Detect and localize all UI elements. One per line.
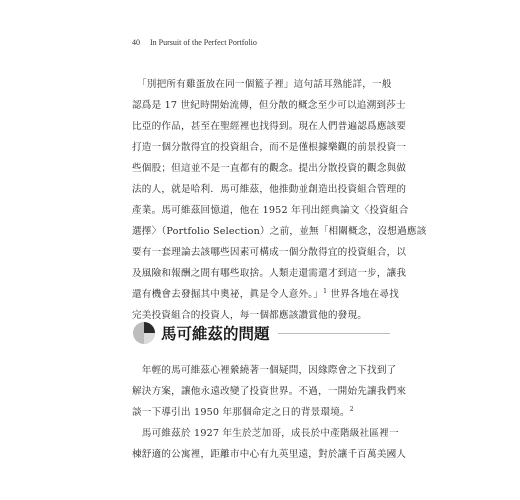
text-line: 要有一套理論去該哪些因素可構成一個分散得宜的投資組合，以 (132, 247, 407, 258)
running-title: In Pursuit of the Perfect Portfolio (150, 38, 257, 47)
running-header (132, 38, 257, 47)
text-line: 比亞的作品，甚至在聖經裡也找得到。現在人們普遍認爲應該要 (132, 121, 407, 132)
text-line: 法的人，就是哈利．馬可維茲，他推動並創造出投資組合管理的 (132, 184, 407, 195)
text-line: 解決方案，讓他永遠改變了投資世界。不過，一開始先讓我們來 (132, 386, 407, 397)
text-line: 年輕的馬可維茲心裡縈繞著一個疑問，因緣際會之下找到了 (132, 365, 397, 376)
text-line: 及風險和報酬之間有哪些取捨。人類走還需還才到這一步，讓我 (132, 268, 407, 279)
text-line: 棟舒適的公寓裡，距離市中心有九英里遠，對於讓千百萬美國人 (132, 449, 407, 460)
text-span: 世界各地在尋找 (327, 289, 399, 300)
footnote-marker: 1 (323, 288, 328, 295)
pie-chart-icon (132, 321, 156, 345)
text-line: 些個股；但這並不是一直都有的觀念。提出分散投資的觀念與做 (132, 163, 407, 174)
text-line: 「別把所有雞蛋放在同一個籃子裡」這句話耳熟能詳，一般 (132, 79, 392, 90)
heading-rule (278, 333, 390, 334)
footnote-marker: 2 (349, 406, 354, 413)
text-line: 完美投資組合的投資人，每一個都應該讚賞他的發現。 (132, 310, 368, 321)
text-line: 打造一個分散得宜的投資組合，而不是僅根據樂觀的前景投資一 (132, 142, 407, 153)
paragraph-intro (132, 74, 427, 326)
page-number: 40 (132, 38, 140, 47)
text-line (132, 402, 392, 423)
section-heading (132, 320, 390, 346)
text-line: 馬可維茲於 1927 年生於芝加哥，成長於中產階級社區裡一 (132, 428, 399, 439)
text-line (132, 284, 399, 305)
text-span: 還有機會去發掘其中奧祕，眞是令人意外。」 (132, 289, 324, 300)
text-line: 產業。馬可維茲回憶道，他在 1952 年刊出經典論文〈投資組合 (132, 205, 409, 216)
text-line: 認爲是 17 世紀時開始流傳，但分散的概念至少可以追溯到莎士 (132, 100, 406, 111)
section-title: 馬可維茲的問題 (161, 324, 270, 343)
text-line: 選擇〉（Portfolio Selection）之前，並無「相關概念，沒想過應該 (132, 226, 427, 237)
text-span: 談一下導引出 1950 年那個命定之日的背景環境。 (132, 407, 350, 418)
paragraph-body (132, 360, 407, 465)
